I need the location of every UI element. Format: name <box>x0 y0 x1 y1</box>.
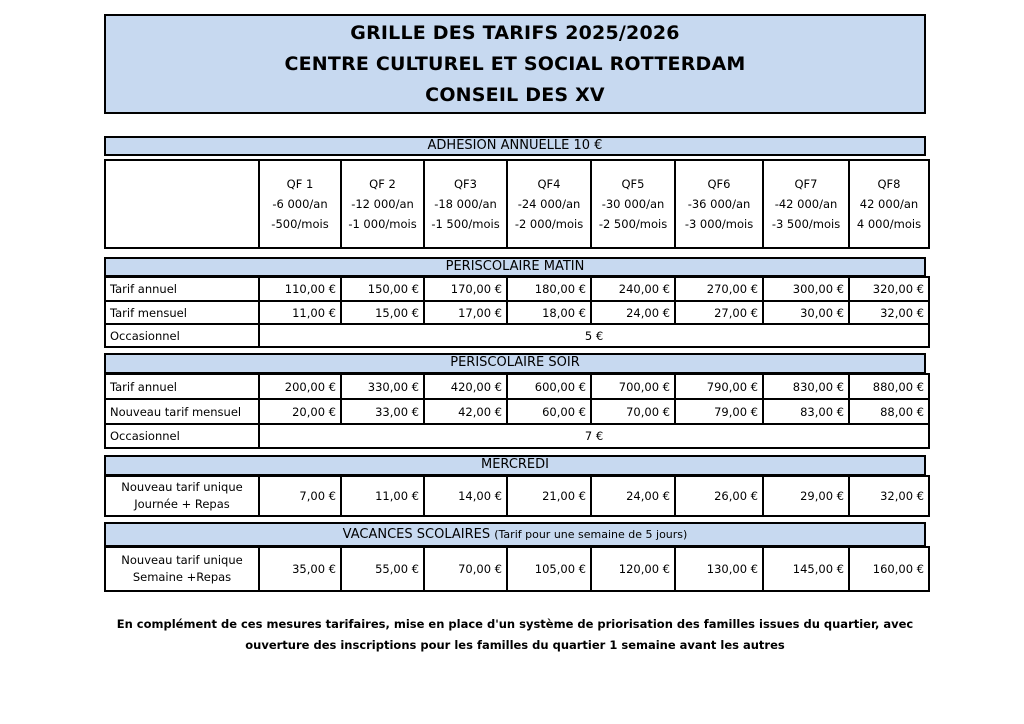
row-label: Tarif annuel <box>105 374 259 399</box>
price-cell: 15,00 € <box>341 301 424 324</box>
mercredi-band <box>104 455 926 476</box>
vacances-title: VACANCES SCOLAIRES <box>342 527 491 542</box>
price-cell: 830,00 € <box>763 374 849 399</box>
price-cell: 33,00 € <box>341 399 424 424</box>
matin-title: PERISCOLAIRE MATIN <box>445 259 585 274</box>
header-title: GRILLE DES TARIFS 2025/2026 <box>350 21 680 44</box>
price-cell: 7,00 € <box>259 476 341 516</box>
price-cell: 27,00 € <box>675 301 763 324</box>
price-cell: 70,00 € <box>591 399 675 424</box>
qf-header-row <box>105 160 929 248</box>
soir-annuel-row <box>105 374 929 399</box>
price-cell: 240,00 € <box>591 277 675 301</box>
vacances-band <box>104 522 926 547</box>
price-cell: 330,00 € <box>341 374 424 399</box>
row-label: Tarif annuel <box>105 277 259 301</box>
qf-column-header: QF 2 -12 000/an -1 000/mois <box>341 160 424 248</box>
price-cell: 17,00 € <box>424 301 507 324</box>
price-cell: 200,00 € <box>259 374 341 399</box>
qf-column-header: QF7 -42 000/an -3 500/mois <box>763 160 849 248</box>
price-cell: 35,00 € <box>259 547 341 591</box>
price-cell: 160,00 € <box>849 547 929 591</box>
soir-table <box>104 373 930 449</box>
price-cell: 79,00 € <box>675 399 763 424</box>
note-line-2: ouverture des inscriptions pour les familles du quartier 1 semaine avant les autres <box>245 638 785 652</box>
matin-mensuel-row <box>105 301 929 324</box>
price-cell: 170,00 € <box>424 277 507 301</box>
row-label: Occasionnel <box>105 324 259 347</box>
mercredi-title: MERCREDI <box>481 457 549 472</box>
price-cell: 145,00 € <box>763 547 849 591</box>
price-cell: 270,00 € <box>675 277 763 301</box>
price-cell: 88,00 € <box>849 399 929 424</box>
price-cell: 30,00 € <box>763 301 849 324</box>
adhesion-band <box>104 136 926 156</box>
price-cell: 20,00 € <box>259 399 341 424</box>
qf-column-header: QF6 -36 000/an -3 000/mois <box>675 160 763 248</box>
qf-column-header: QF5 -30 000/an -2 500/mois <box>591 160 675 248</box>
mercredi-row <box>105 476 929 516</box>
qf-column-header: QF8 42 000/an 4 000/mois <box>849 160 929 248</box>
soir-occasionnel-row <box>105 424 929 448</box>
price-cell: 24,00 € <box>591 301 675 324</box>
matin-annuel-row <box>105 277 929 301</box>
soir-band <box>104 353 926 374</box>
row-label: Nouveau tarif mensuel <box>105 399 259 424</box>
price-cell: 26,00 € <box>675 476 763 516</box>
vacances-table <box>104 546 930 592</box>
matin-occasionnel-row <box>105 324 929 347</box>
header-council: CONSEIL DES XV <box>425 83 605 106</box>
matin-band <box>104 257 926 277</box>
row-label: Nouveau tarif unique Semaine +Repas <box>105 547 259 591</box>
row-label: Occasionnel <box>105 424 259 448</box>
header-center-name: CENTRE CULTUREL ET SOCIAL ROTTERDAM <box>284 52 746 75</box>
soir-mensuel-row <box>105 399 929 424</box>
price-cell: 11,00 € <box>341 476 424 516</box>
price-cell: 11,00 € <box>259 301 341 324</box>
price-cell: 24,00 € <box>591 476 675 516</box>
price-cell: 32,00 € <box>849 476 929 516</box>
qf-column-header: QF 1 -6 000/an -500/mois <box>259 160 341 248</box>
matin-table <box>104 276 930 348</box>
price-cell: 300,00 € <box>763 277 849 301</box>
price-cell: 130,00 € <box>675 547 763 591</box>
price-cell: 18,00 € <box>507 301 591 324</box>
price-cell: 29,00 € <box>763 476 849 516</box>
price-cell: 320,00 € <box>849 277 929 301</box>
vacances-row <box>105 547 929 591</box>
price-cell: 600,00 € <box>507 374 591 399</box>
document-header <box>104 14 926 114</box>
occasionnel-price: 5 € <box>259 324 929 347</box>
note-line-1: En complément de ces mesures tarifaires, mise en place d'un système de priorisation des familles issues du quartier, avec <box>116 617 914 631</box>
qf-column-header: QF3 -18 000/an -1 500/mois <box>424 160 507 248</box>
row-label: Nouveau tarif unique Journée + Repas <box>105 476 259 516</box>
price-cell: 70,00 € <box>424 547 507 591</box>
price-cell: 880,00 € <box>849 374 929 399</box>
price-cell: 700,00 € <box>591 374 675 399</box>
price-cell: 180,00 € <box>507 277 591 301</box>
price-cell: 60,00 € <box>507 399 591 424</box>
price-cell: 110,00 € <box>259 277 341 301</box>
adhesion-title: ADHESION ANNUELLE 10 € <box>427 138 603 153</box>
qf-column-header: QF4 -24 000/an -2 000/mois <box>507 160 591 248</box>
price-cell: 150,00 € <box>341 277 424 301</box>
soir-title: PERISCOLAIRE SOIR <box>450 355 580 370</box>
occasionnel-price: 7 € <box>259 424 929 448</box>
price-cell: 120,00 € <box>591 547 675 591</box>
row-label: Tarif mensuel <box>105 301 259 324</box>
price-cell: 790,00 € <box>675 374 763 399</box>
price-cell: 83,00 € <box>763 399 849 424</box>
qf-header-table <box>104 159 930 249</box>
price-cell: 21,00 € <box>507 476 591 516</box>
empty-corner-cell <box>105 160 259 248</box>
price-cell: 55,00 € <box>341 547 424 591</box>
price-cell: 32,00 € <box>849 301 929 324</box>
price-cell: 14,00 € <box>424 476 507 516</box>
price-cell: 105,00 € <box>507 547 591 591</box>
vacances-subtitle: (Tarif pour une semaine de 5 jours) <box>494 528 688 541</box>
mercredi-table <box>104 475 930 517</box>
price-cell: 420,00 € <box>424 374 507 399</box>
price-cell: 42,00 € <box>424 399 507 424</box>
footer-note <box>104 614 926 656</box>
